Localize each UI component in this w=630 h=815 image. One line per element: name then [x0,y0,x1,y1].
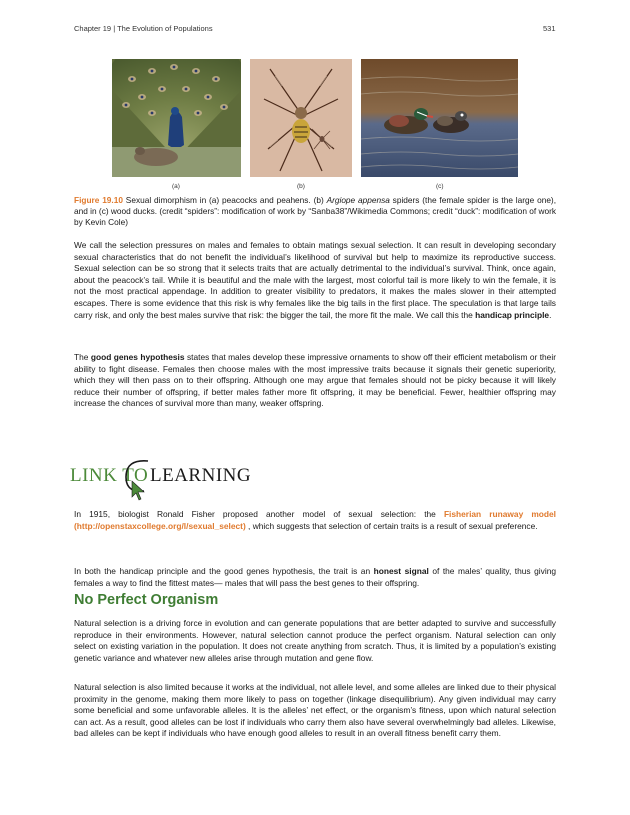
figure-label-a: (a) [172,183,180,190]
term-handicap-principle: handicap principle [475,309,550,320]
peacock-photo [112,59,241,177]
para3-text: In both the handicap principle and the good genes hypothesis, the trait is an [74,566,374,576]
paragraph-honest-signal [74,566,556,589]
figure-label-c: (c) [436,183,444,190]
figure-label-b: (b) [297,183,305,190]
caption-text-1: Sexual dimorphism in (a) peacocks and peahens. (b) [122,195,327,205]
logo-word-link: LINK TO [70,465,149,486]
section-heading: No Perfect Organism [74,592,219,608]
paragraph-allele-linkage [74,682,556,740]
ltl-text-before: In 1915, biologist Ronald Fisher proposed another model of sexual selection: the [74,509,444,519]
para5-text: Natural selection is also limited because it works at the individual, not allele level, and some alleles are linked due to their physical proximity in the genome, making them more likely to pass on together (linkage disequilibrium). Any given individual may carry some beneficial and some unfavorable alleles. It is the alleles’ net effect, or the organism’s fitness, upon which natural selection can act. As a result, good alleles can be lost if individuals who carry them also have several overwhelmingly bad alleles. Likewise, bad alleles can be kept if individuals who have enough good alleles to result in an overall fitness benefit carry them. [74,682,556,739]
para4-text: Natural selection is a driving force in evolution and can generate populations that are better adapted to survive and successfully reproduce in their environments. However, natural selection cannot produce the perfect organism. Natural selection can only select on existing variation in the population. It does not create anything from scratch. Thus, it is limited by a population’s existing genetic variance and whatever new alleles arise through mutation and gene flow. [74,618,556,663]
figure-number: Figure 19.10 [74,195,123,205]
figure-caption [74,195,556,228]
paragraph-fisherian [74,509,556,532]
para2-text: states that males develop these impressive ornaments to show off their efficient metabolism or their ability to fight disease. Females then choose males with the most impressive traits because it signals their genetic superiority, which they will then pass on to their offspring. Although one may argue that females should not be picky because it will likely reduce their number of offspring, if better males father more fit offspring, it may be beneficial. Fewer, healthier offspring may increase the chances of survival more than many, weaker offspring. [74,352,556,409]
fisherian-runaway-link[interactable]: Fisherian runaway model (http://openstaxcollege.org/l/sexual_select) [74,509,556,531]
term-good-genes-hypothesis: good genes hypothesis [90,352,185,362]
para1-text: We call the selection pressures on males and females to obtain matings sexual selection. It can result in developing secondary sexual characteristics that do not benefit the individual’s likelihood of survival but help to maximize its reproductive success. Sexual selection can be so strong that it selects traits that are actually detrimental to the individual’s survival. Think, once again, about the peacock’s tail. While it is beautiful and the male with the largest, most colorful tail is more likely to win the female, it is not the most practical appendage. In addition to greater visibility to predators, it makes the males slower in their attempted escapes. There is some evidence that this risk is why females like the big tails in the first place. The speculation is that large tails carry risk, and only the best males survive that risk: the bigger the tail, the more fit the male. We call this the [74,240,556,320]
caption-text-2: spiders (the female spider is the large one), and in (c) wood ducks. (credit “spiders”: modification of work by “Sanba38”/Wikimedia Commons; credit “duck”: modification of work by Kevin Cole) [74,195,557,228]
running-header: Chapter 19 | The Evolution of Populations [74,24,213,33]
logo-word-learning: LEARNING [150,465,252,486]
spider-photo [250,59,352,177]
wood-ducks-photo [361,59,518,177]
para1-end: . [549,309,552,320]
para3-end: of the males’ quality, thus giving females a way to find the fittest mates— males that will pass the best genes to their offspring. [74,566,557,588]
link-to-learning-logo [68,451,252,501]
ltl-text-after: , which suggests that selection of certain traits is a result of sexual preference. [245,520,538,531]
paragraph-natural-selection [74,618,556,664]
caption-species: Argiope appensa [326,195,390,205]
page-number: 531 [543,24,556,33]
para2-start: The [74,352,91,362]
paragraph-sexual-selection [74,240,556,321]
term-honest-signal: honest signal [373,566,429,576]
paragraph-good-genes [74,352,556,410]
